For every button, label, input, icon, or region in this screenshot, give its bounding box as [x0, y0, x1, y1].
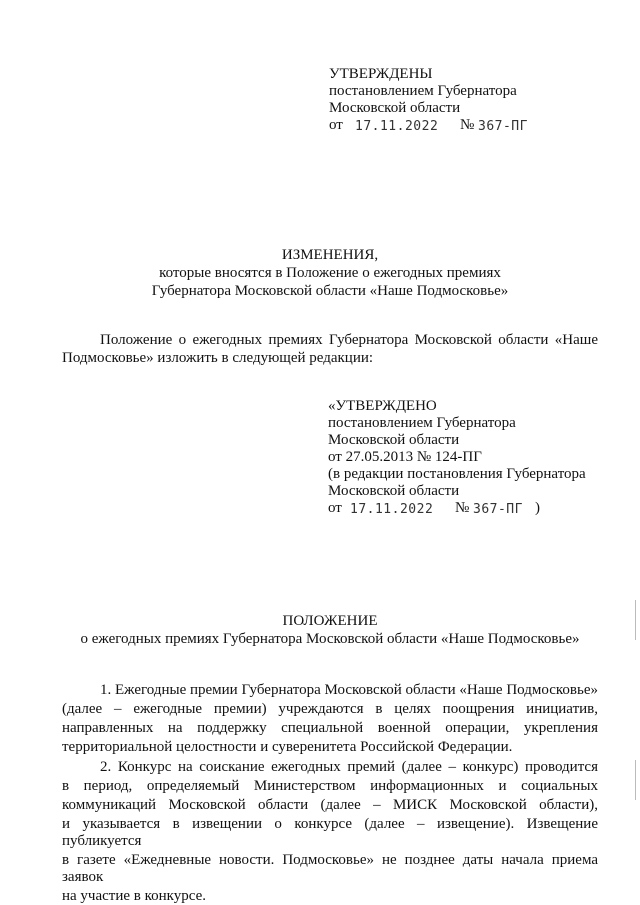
p1-line-1: 1. Ежегодные премии Губернатора Московской области «Наше Подмосковье»	[100, 682, 598, 698]
changes-heading	[0, 247, 640, 300]
approval-block-top	[329, 66, 619, 134]
p2-line-5: в газете «Ежедневные новости. Подмосковье» не позднее даты начала приема заявок	[62, 852, 598, 885]
inner-date-prefix: от	[328, 500, 342, 516]
intro-line-2: Подмосковье» изложить в следующей редакции:	[62, 350, 374, 366]
p1-line-3: направленных на поддержку специальной военной операции, укрепления	[62, 720, 598, 736]
regulation-heading	[0, 613, 640, 648]
inner-approval-line-3: от 27.05.2013 № 124-ПГ	[328, 449, 482, 465]
inner-number-stamp: 367-ПГ	[473, 502, 523, 517]
inner-number-prefix: №	[455, 500, 470, 516]
inner-date-stamp: 17.11.2022	[350, 502, 434, 517]
approval-date-line	[329, 117, 619, 134]
p2-line-3: коммуникаций Московской области (далее – МИСК Московской области),	[62, 797, 598, 813]
inner-closing-paren: )	[535, 500, 540, 516]
p2-line-4: и указывается в извещении о конкурсе (далее – извещение). Извещение публикуется	[62, 816, 598, 849]
changes-subtitle-2: Губернатора Московской области «Наше Подмосковье»	[151, 283, 509, 299]
paragraph-1	[62, 682, 598, 756]
intro-line-1: Положение о ежегодных премиях Губернатора Московской области «Наше	[100, 332, 598, 348]
p1-line-2: (далее – ежегодные премии) учреждаются в целях поощрения инициатив,	[62, 701, 598, 717]
p2-line-2: в период, определяемый Министерством информационных и социальных	[62, 778, 598, 794]
inner-approval-title: «УТВЕРЖДЕНО	[328, 398, 437, 414]
p2-line-6: на участие в конкурсе.	[62, 888, 206, 904]
p1-line-4: территориальной целостности и суверенитета Российской Федерации.	[62, 739, 513, 755]
inner-approval-date-line	[328, 500, 618, 517]
changes-title: ИЗМЕНЕНИЯ,	[281, 247, 379, 263]
approval-block-inner	[328, 398, 618, 517]
paragraph-2	[62, 759, 598, 905]
inner-approval-line-2: Московской области	[328, 432, 460, 448]
regulation-subtitle: о ежегодных премиях Губернатора Московской области «Наше Подмосковье»	[80, 631, 580, 647]
scan-edge-mark	[635, 600, 636, 640]
inner-approval-line-1: постановлением Губернатора	[328, 415, 516, 431]
scan-edge-mark	[635, 760, 636, 800]
p2-line-1: 2. Конкурс на соискание ежегодных премий (далее – конкурс) проводится	[100, 759, 598, 775]
changes-subtitle-1: которые вносятся в Положение о ежегодных премиях	[159, 265, 501, 281]
approval-title: УТВЕРЖДЕНЫ	[329, 66, 433, 82]
date-prefix: от	[329, 117, 343, 133]
regulation-title: ПОЛОЖЕНИЕ	[282, 613, 378, 629]
number-stamp: 367-ПГ	[478, 119, 528, 134]
approval-line-2: Московской области	[329, 100, 461, 116]
number-prefix: №	[460, 117, 475, 133]
date-stamp: 17.11.2022	[355, 119, 439, 134]
intro-paragraph	[62, 332, 598, 367]
inner-approval-line-5: Московской области	[328, 483, 460, 499]
approval-line-1: постановлением Губернатора	[329, 83, 517, 99]
inner-approval-line-4: (в редакции постановления Губернатора	[328, 466, 586, 482]
